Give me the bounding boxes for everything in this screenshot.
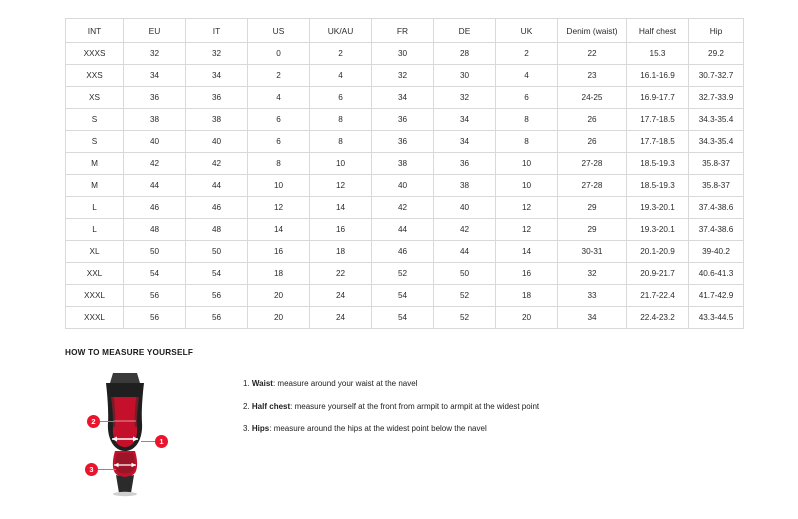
cell-eu: 50 bbox=[124, 241, 186, 263]
cell-half-chest: 17.7-18.5 bbox=[627, 109, 689, 131]
cell-uk: 12 bbox=[496, 219, 558, 241]
cell-eu: 32 bbox=[124, 43, 186, 65]
cell-half-chest: 17.7-18.5 bbox=[627, 131, 689, 153]
column-header-int: INT bbox=[66, 19, 124, 43]
cell-it: 32 bbox=[186, 43, 248, 65]
cell-de: 50 bbox=[434, 263, 496, 285]
cell-uk-au: 12 bbox=[310, 175, 372, 197]
column-header-de: DE bbox=[434, 19, 496, 43]
cell-it: 56 bbox=[186, 285, 248, 307]
cell-half-chest: 16.1-16.9 bbox=[627, 65, 689, 87]
callout-line-2 bbox=[100, 421, 114, 422]
step-number-2: 2. bbox=[243, 401, 250, 411]
cell-uk-au: 6 bbox=[310, 87, 372, 109]
measure-step-waist bbox=[243, 379, 539, 389]
step-number-3: 3. bbox=[243, 424, 250, 434]
cell-denim-waist: 33 bbox=[558, 285, 627, 307]
cell-us: 0 bbox=[248, 43, 310, 65]
cell-int: XXL bbox=[66, 263, 124, 285]
cell-eu: 34 bbox=[124, 65, 186, 87]
table-row bbox=[66, 197, 744, 219]
cell-eu: 56 bbox=[124, 285, 186, 307]
cell-eu: 38 bbox=[124, 109, 186, 131]
table-row bbox=[66, 307, 744, 329]
cell-de: 44 bbox=[434, 241, 496, 263]
cell-denim-waist: 22 bbox=[558, 43, 627, 65]
cell-it: 38 bbox=[186, 109, 248, 131]
cell-fr: 44 bbox=[372, 219, 434, 241]
column-header-it: IT bbox=[186, 19, 248, 43]
cell-de: 34 bbox=[434, 109, 496, 131]
cell-uk: 16 bbox=[496, 263, 558, 285]
cell-fr: 38 bbox=[372, 153, 434, 175]
cell-hip: 39-40.2 bbox=[689, 241, 744, 263]
table-row bbox=[66, 263, 744, 285]
cell-uk-au: 2 bbox=[310, 43, 372, 65]
cell-hip: 43.3-44.5 bbox=[689, 307, 744, 329]
cell-de: 34 bbox=[434, 131, 496, 153]
table-row bbox=[66, 175, 744, 197]
cell-uk: 8 bbox=[496, 109, 558, 131]
cell-de: 52 bbox=[434, 285, 496, 307]
cell-fr: 52 bbox=[372, 263, 434, 285]
callout-line-1 bbox=[141, 441, 156, 442]
callout-badge-3: 3 bbox=[85, 463, 98, 476]
cell-hip: 40.6-41.3 bbox=[689, 263, 744, 285]
cell-int: S bbox=[66, 109, 124, 131]
cell-eu: 40 bbox=[124, 131, 186, 153]
cell-uk: 6 bbox=[496, 87, 558, 109]
cell-int: S bbox=[66, 131, 124, 153]
cell-de: 38 bbox=[434, 175, 496, 197]
cell-us: 2 bbox=[248, 65, 310, 87]
cell-denim-waist: 26 bbox=[558, 109, 627, 131]
cell-half-chest: 21.7-22.4 bbox=[627, 285, 689, 307]
table-row bbox=[66, 241, 744, 263]
table-row bbox=[66, 131, 744, 153]
cell-it: 40 bbox=[186, 131, 248, 153]
cell-hip: 34.3-35.4 bbox=[689, 109, 744, 131]
cell-hip: 32.7-33.9 bbox=[689, 87, 744, 109]
cell-us: 12 bbox=[248, 197, 310, 219]
cell-int: M bbox=[66, 175, 124, 197]
cell-us: 14 bbox=[248, 219, 310, 241]
cell-fr: 30 bbox=[372, 43, 434, 65]
cell-uk-au: 10 bbox=[310, 153, 372, 175]
cell-de: 52 bbox=[434, 307, 496, 329]
cell-fr: 54 bbox=[372, 285, 434, 307]
column-header-uk: UK bbox=[496, 19, 558, 43]
cell-de: 30 bbox=[434, 65, 496, 87]
callout-badge-2: 2 bbox=[87, 415, 100, 428]
cell-half-chest: 22.4-23.2 bbox=[627, 307, 689, 329]
cell-eu: 54 bbox=[124, 263, 186, 285]
table-header-row bbox=[66, 19, 744, 43]
cell-it: 42 bbox=[186, 153, 248, 175]
step-text-hips: : measure around the hips at the widest point below the navel bbox=[269, 424, 487, 434]
step-text-half-chest: : measure yourself at the front from armpit to armpit at the widest point bbox=[290, 401, 540, 411]
cell-fr: 40 bbox=[372, 175, 434, 197]
cell-uk: 12 bbox=[496, 197, 558, 219]
cell-uk-au: 8 bbox=[310, 109, 372, 131]
column-header-uk-au: UK/AU bbox=[310, 19, 372, 43]
column-header-eu: EU bbox=[124, 19, 186, 43]
how-to-measure-title: HOW TO MEASURE YOURSELF bbox=[65, 348, 194, 357]
cell-us: 6 bbox=[248, 109, 310, 131]
cell-de: 28 bbox=[434, 43, 496, 65]
step-term-half-chest: Half chest bbox=[251, 401, 291, 411]
how-to-measure-body bbox=[65, 367, 765, 497]
cell-uk: 14 bbox=[496, 241, 558, 263]
cell-int: XS bbox=[66, 87, 124, 109]
cell-it: 44 bbox=[186, 175, 248, 197]
cell-it: 56 bbox=[186, 307, 248, 329]
measure-step-hips bbox=[243, 424, 539, 434]
cell-eu: 42 bbox=[124, 153, 186, 175]
cell-eu: 48 bbox=[124, 219, 186, 241]
cell-denim-waist: 29 bbox=[558, 219, 627, 241]
how-to-measure-section bbox=[65, 348, 765, 497]
cell-hip: 41.7-42.9 bbox=[689, 285, 744, 307]
cell-de: 32 bbox=[434, 87, 496, 109]
cell-hip: 35.8-37 bbox=[689, 153, 744, 175]
cell-hip: 34.3-35.4 bbox=[689, 131, 744, 153]
table-row bbox=[66, 219, 744, 241]
cell-half-chest: 20.1-20.9 bbox=[627, 241, 689, 263]
cell-half-chest: 18.5-19.3 bbox=[627, 175, 689, 197]
cell-half-chest: 16.9-17.7 bbox=[627, 87, 689, 109]
column-header-denim-waist: Denim (waist) bbox=[558, 19, 627, 43]
cell-uk-au: 18 bbox=[310, 241, 372, 263]
cell-us: 4 bbox=[248, 87, 310, 109]
cell-us: 10 bbox=[248, 175, 310, 197]
cell-uk-au: 4 bbox=[310, 65, 372, 87]
cell-it: 36 bbox=[186, 87, 248, 109]
measure-instructions-list bbox=[243, 379, 539, 447]
cell-half-chest: 20.9-21.7 bbox=[627, 263, 689, 285]
callout-line-3 bbox=[98, 469, 116, 470]
cell-us: 8 bbox=[248, 153, 310, 175]
cell-eu: 44 bbox=[124, 175, 186, 197]
cell-half-chest: 19.3-20.1 bbox=[627, 197, 689, 219]
step-term-waist: Waist bbox=[251, 379, 273, 388]
table-row bbox=[66, 65, 744, 87]
cell-it: 34 bbox=[186, 65, 248, 87]
cell-hip: 35.8-37 bbox=[689, 175, 744, 197]
cell-fr: 32 bbox=[372, 65, 434, 87]
cell-half-chest: 18.5-19.3 bbox=[627, 153, 689, 175]
cell-int: XXS bbox=[66, 65, 124, 87]
cell-hip: 29.2 bbox=[689, 43, 744, 65]
cell-denim-waist: 27-28 bbox=[558, 175, 627, 197]
cell-uk-au: 14 bbox=[310, 197, 372, 219]
cell-it: 54 bbox=[186, 263, 248, 285]
cell-int: XXXS bbox=[66, 43, 124, 65]
cell-uk-au: 22 bbox=[310, 263, 372, 285]
cell-denim-waist: 24-25 bbox=[558, 87, 627, 109]
cell-uk: 4 bbox=[496, 65, 558, 87]
cell-int: XXXL bbox=[66, 285, 124, 307]
cell-fr: 46 bbox=[372, 241, 434, 263]
cell-uk: 2 bbox=[496, 43, 558, 65]
cell-us: 20 bbox=[248, 285, 310, 307]
cell-denim-waist: 29 bbox=[558, 197, 627, 219]
cell-uk-au: 24 bbox=[310, 307, 372, 329]
cell-fr: 54 bbox=[372, 307, 434, 329]
measure-step-half-chest bbox=[243, 402, 539, 412]
cell-us: 18 bbox=[248, 263, 310, 285]
cell-uk: 18 bbox=[496, 285, 558, 307]
cell-int: XXXL bbox=[66, 307, 124, 329]
column-header-us: US bbox=[248, 19, 310, 43]
cell-half-chest: 19.3-20.1 bbox=[627, 219, 689, 241]
callout-badge-1: 1 bbox=[155, 435, 168, 448]
cell-eu: 36 bbox=[124, 87, 186, 109]
column-header-hip: Hip bbox=[689, 19, 744, 43]
cell-eu: 46 bbox=[124, 197, 186, 219]
cell-hip: 37.4-38.6 bbox=[689, 197, 744, 219]
step-text-waist: : measure around your waist at the navel bbox=[272, 379, 418, 388]
step-number-1: 1. bbox=[243, 379, 250, 388]
cell-us: 20 bbox=[248, 307, 310, 329]
cell-int: L bbox=[66, 219, 124, 241]
column-header-half-chest: Half chest bbox=[627, 19, 689, 43]
cell-denim-waist: 32 bbox=[558, 263, 627, 285]
cell-uk: 20 bbox=[496, 307, 558, 329]
cell-it: 46 bbox=[186, 197, 248, 219]
cell-de: 42 bbox=[434, 219, 496, 241]
step-term-hips: Hips bbox=[251, 424, 270, 434]
table-row bbox=[66, 43, 744, 65]
cell-fr: 42 bbox=[372, 197, 434, 219]
cell-uk: 10 bbox=[496, 175, 558, 197]
cell-half-chest: 15.3 bbox=[627, 43, 689, 65]
cell-eu: 56 bbox=[124, 307, 186, 329]
cell-us: 16 bbox=[248, 241, 310, 263]
size-chart-table bbox=[65, 18, 744, 329]
table-row bbox=[66, 153, 744, 175]
cell-denim-waist: 27-28 bbox=[558, 153, 627, 175]
cell-int: XL bbox=[66, 241, 124, 263]
cell-uk: 8 bbox=[496, 131, 558, 153]
cell-denim-waist: 34 bbox=[558, 307, 627, 329]
cell-it: 48 bbox=[186, 219, 248, 241]
cell-hip: 30.7-32.7 bbox=[689, 65, 744, 87]
column-header-fr: FR bbox=[372, 19, 434, 43]
cell-fr: 36 bbox=[372, 109, 434, 131]
table-row bbox=[66, 285, 744, 307]
cell-fr: 36 bbox=[372, 131, 434, 153]
cell-denim-waist: 30-31 bbox=[558, 241, 627, 263]
table-row bbox=[66, 109, 744, 131]
cell-de: 36 bbox=[434, 153, 496, 175]
cell-de: 40 bbox=[434, 197, 496, 219]
table-body bbox=[66, 43, 744, 329]
cell-denim-waist: 23 bbox=[558, 65, 627, 87]
size-chart-table-wrapper bbox=[65, 18, 733, 329]
cell-uk: 10 bbox=[496, 153, 558, 175]
cell-uk-au: 8 bbox=[310, 131, 372, 153]
cell-fr: 34 bbox=[372, 87, 434, 109]
mannequin-icon bbox=[65, 367, 185, 497]
cell-int: L bbox=[66, 197, 124, 219]
cell-it: 50 bbox=[186, 241, 248, 263]
cell-denim-waist: 26 bbox=[558, 131, 627, 153]
cell-us: 6 bbox=[248, 131, 310, 153]
cell-hip: 37.4-38.6 bbox=[689, 219, 744, 241]
cell-uk-au: 16 bbox=[310, 219, 372, 241]
table-row bbox=[66, 87, 744, 109]
cell-int: M bbox=[66, 153, 124, 175]
mannequin-illustration bbox=[65, 367, 185, 497]
cell-uk-au: 24 bbox=[310, 285, 372, 307]
